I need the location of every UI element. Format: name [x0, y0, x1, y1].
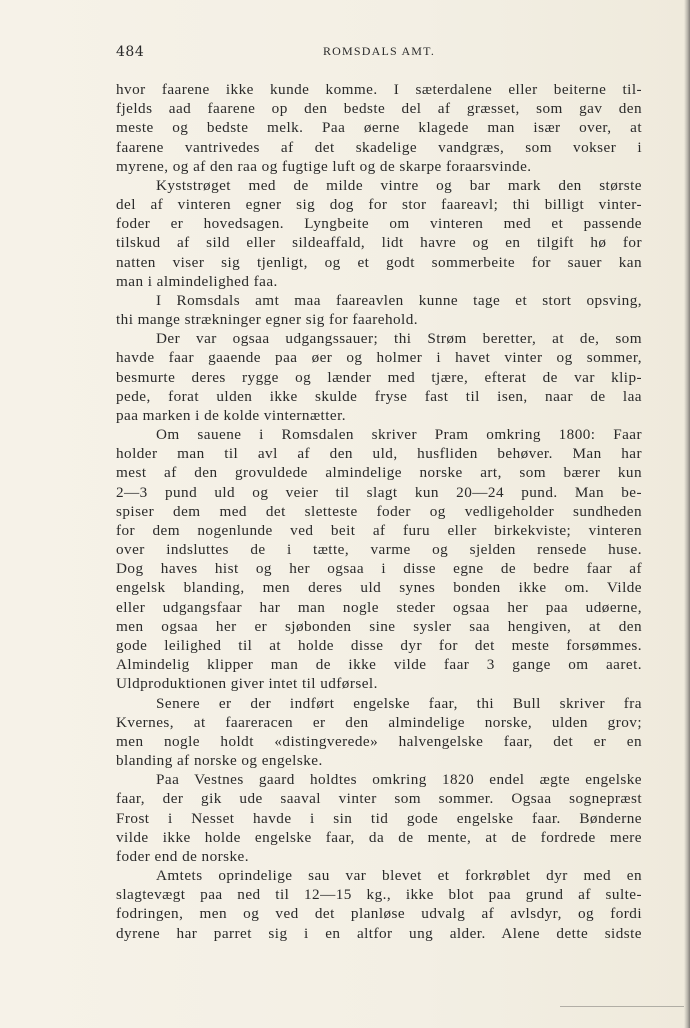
text-line: Om sauene i Romsdalen skriver Pram omkring 1800: Faar [156, 426, 642, 444]
text-line: foder end de norske. [116, 847, 249, 865]
page-number: 484 [116, 44, 145, 60]
text-line: man i almindelighed faa. [116, 272, 278, 290]
text-line: I Romsdals amt maa faareavlen kunne tage et stort opsving, [156, 291, 642, 309]
page-edge-shadow [684, 0, 690, 1028]
text-line: men ogsaa her er sjøbonden sine sysler saa hengiven, at den [116, 617, 642, 635]
text-line: meste og bedste melk. Paa øerne klagede man især over, at [116, 119, 642, 137]
page-header [116, 44, 642, 64]
text-line: Uldproduktionen giver intet til udførsel. [116, 675, 378, 693]
text-line: faarene vantrivedes af det skadelige vandgræs, som vokser i [116, 138, 642, 156]
text-line: paa marken i de kolde vinternætter. [116, 406, 346, 424]
text-line: fodringen, men og ved det planløse udvalg af avlsdyr, og fordi [116, 905, 642, 923]
text-line: del af vinteren egner sig dog for stor faareavl; thi billigt vinter- [116, 196, 642, 214]
text-line: Dog haves hist og her ogsaa i disse egne de bedre faar af [116, 560, 642, 578]
text-line: foder er hovedsagen. Lyngbeite om vinteren med et passende [116, 215, 642, 233]
text-line: tilskud af sild eller sildeaffald, lidt havre og en tilgift hø for [116, 234, 642, 252]
text-line: Kyststrøget med de milde vintre og bar mark den største [156, 176, 642, 194]
text-line: eller udgangsfaar har man nogle steder ogsaa her paa udøerne, [116, 598, 642, 616]
running-head: ROMSDALS AMT. [322, 44, 436, 58]
text-line: Kvernes, at faareracen er den almindelige norske, ulden grov; [116, 713, 642, 731]
text-line: vilde ikke holde engelske faar, da de mente, at de fordrede mere [116, 828, 642, 846]
text-line: Almindelig klipper man de ikke vilde faar 3 gange om aaret. [116, 656, 642, 674]
text-line: 2—3 pund uld og veier til slagt kun 20—24 pund. Man be- [116, 483, 642, 501]
text-line: hvor faarene ikke kunde komme. I sæterdalene eller beiterne til- [116, 81, 642, 98]
text-line: Amtets oprindelige sau var blevet et forkrøblet dyr med en [156, 867, 642, 885]
text-line: havde faar gaaende paa øer og holmer i havet vinter og sommer, [116, 349, 642, 367]
text-line: Der var ogsaa udgangssauer; thi Strøm beretter, at de, som [156, 330, 642, 348]
text-line: besmurte deres rygge og lænder med tjære, efterat de var klip- [116, 368, 642, 386]
text-line: spiser dem med det sletteste foder og vedligeholder sundheden [116, 502, 642, 520]
text-line: for dem nogenlunde ved beit af furu eller birkekviste; vinteren [116, 521, 642, 539]
text-line: mest af den grovuldede almindelige norske art, som bærer kun [116, 464, 642, 482]
text-line: fjelds aad faarene op den bedste del af græsset, som gav den [116, 100, 642, 118]
text-line: holder man til avl af den uld, husfliden behøver. Man har [116, 445, 642, 463]
text-line: gode leilighed til at holde disse dyr for det meste forsømmes. [116, 636, 642, 654]
text-line: Paa Vestnes gaard holdtes omkring 1820 endel ægte engelske [156, 771, 642, 789]
text-line: myrene, og af den raa og fugtige luft og de skarpe foraarsvinde. [116, 157, 532, 175]
text-line: thi mange strækninger egner sig for faarehold. [116, 311, 419, 329]
text-line: men nogle holdt «distingverede» halvengelske faar, det er en [116, 732, 642, 750]
text-line: engelsk blanding, men deres uld synes bonden ikke om. Vilde [116, 579, 642, 597]
text-line: Senere er der indført engelske faar, thi Bull skriver fra [156, 694, 642, 712]
text-line: natten viser sig tjenligt, og et godt sommerbeite for sauer kan [116, 253, 642, 271]
text-line: blanding af norske og engelske. [116, 752, 323, 770]
text-line: dyrene har parret sig i en altfor ung alder. Alene dette sidste [116, 924, 642, 942]
body-text [116, 80, 642, 943]
text-line: slagtevægt paa ned til 12—15 kg., ikke blot paa grund af sulte- [116, 886, 642, 904]
text-line: pede, forat ulden ikke skulde fryse fast til isen, naar de laa [116, 387, 642, 405]
text-line: faar, der gik ude saaval vinter som sommer. Ogsaa sognepræst [116, 790, 642, 808]
text-line: Frost i Nesset havde i sin tid gode engelske faar. Bønderne [116, 809, 642, 827]
text-line: over indsluttes de i tætte, varme og sjelden rensede huse. [116, 541, 642, 559]
bottom-edge-line [560, 1006, 684, 1007]
